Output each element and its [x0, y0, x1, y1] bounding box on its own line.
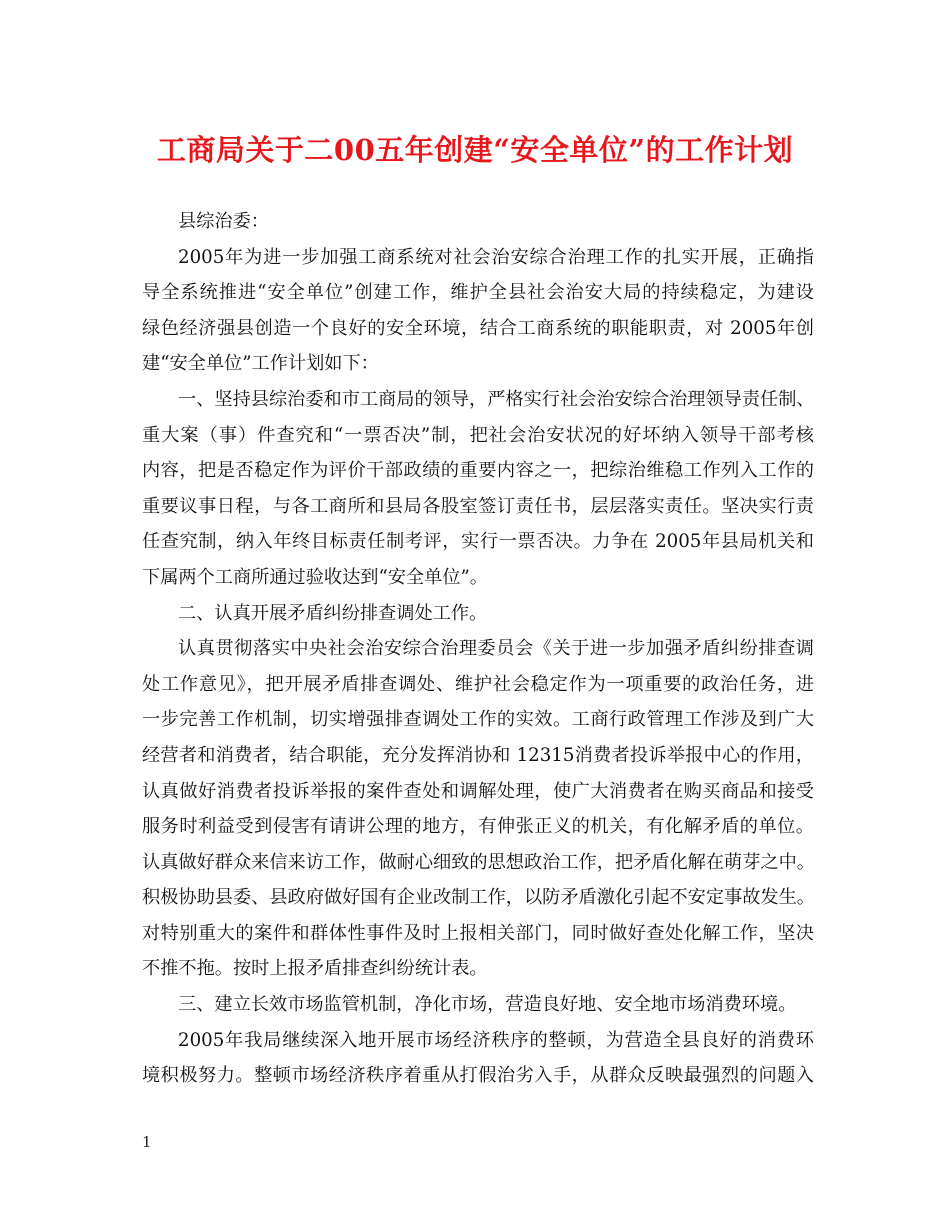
body-line: 积极协助县委、县政府做好国有企业改制工作，以防矛盾激化引起不安定事故发生。: [142, 887, 815, 909]
body-line: 认真做好群众来信来访工作，做耐心细致的思想政治工作，把矛盾化解在萌芽之中。: [142, 851, 815, 873]
body-line: 三、建立长效市场监管机制，净化市场，营造良好地、安全地市场消费环境。: [178, 994, 797, 1016]
body-line: 境积极努力。整顿市场经济秩序着重从打假治劣入手，从群众反映最强烈的问题入: [142, 1065, 814, 1087]
body-line: 下属两个工商所通过验收达到“安全单位”。: [142, 566, 488, 588]
body-line: 认真贯彻落实中央社会治安综合治理委员会《关于进一步加强矛盾纠纷排查调: [178, 638, 814, 660]
body-line: 建“安全单位”工作计划如下：: [142, 353, 379, 375]
page-number: 1: [142, 1133, 152, 1151]
body-line: 对特别重大的案件和群体性事件及时上报相关部门，同时做好查处化解工作，坚决: [142, 922, 814, 944]
body-line: 经营者和消费者，结合职能，充分发挥消协和 12315消费者投诉举报中心的作用，: [142, 744, 814, 766]
body-line: 任查究制，纳入年终目标责任制考评，实行一票否决。力争在 2005年县局机关和: [142, 531, 814, 553]
body-line: 内容，把是否稳定作为评价干部政绩的重要内容之一，把综治维稳工作列入工作的: [142, 460, 814, 482]
body-line: 不推不拖。按时上报矛盾排查纠纷统计表。: [142, 958, 488, 980]
document-body: [142, 204, 814, 1094]
body-line: 二、认真开展矛盾纠纷排查调处工作。: [178, 602, 488, 624]
body-line: 认真做好消费者投诉举报的案件查处和调解处理，使广大消费者在购买商品和接受: [142, 780, 814, 802]
body-line: 处工作意见》，把开展矛盾排查调处、维护社会稳定作为一项重要的政治任务，进: [142, 673, 814, 695]
body-line: 2005年为进一步加强工商系统对社会治安综合治理工作的扎实开展，正确指: [178, 246, 814, 268]
document-title: 工商局关于二00五年创建“安全单位”的工作计划: [156, 133, 794, 167]
body-line: 一步完善工作机制，切实增强排查调处工作的实效。工商行政管理工作涉及到广大: [142, 709, 814, 731]
body-line: 一、坚持县综治委和市工商局的领导，严格实行社会治安综合治理领导责任制、: [178, 388, 815, 410]
body-line: 重要议事日程，与各工商所和县局各股室签订责任书，层层落实责任。坚决实行责: [142, 495, 814, 517]
body-line: 绿色经济强县创造一个良好的安全环境，结合工商系统的职能职责，对 2005年创: [142, 317, 814, 339]
body-line: 县综治委：: [178, 211, 269, 232]
body-line: 重大案（事）件查究和“一票否决”制，把社会治安状况的好坏纳入领导干部考核: [142, 424, 814, 446]
body-line: 导全系统推进“安全单位”创建工作，维护全县社会治安大局的持续稳定，为建设: [142, 282, 814, 304]
body-line: 服务时利益受到侵害有请讲公理的地方，有伸张正义的机关，有化解矛盾的单位。: [142, 816, 814, 838]
body-line: 2005年我局继续深入地开展市场经济秩序的整顿，为营造全县良好的消费环: [178, 1029, 814, 1051]
